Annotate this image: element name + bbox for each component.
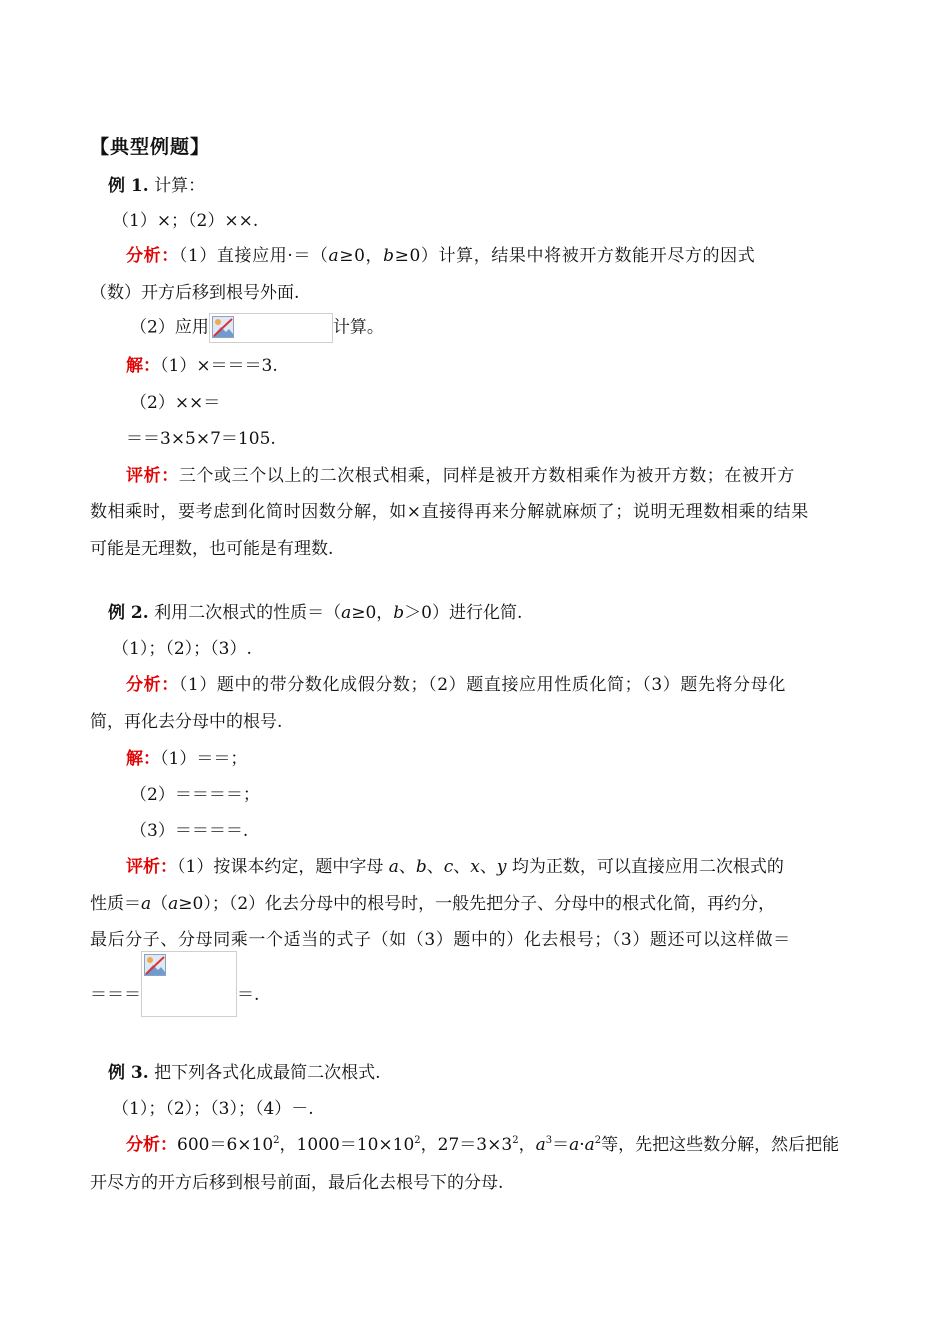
example-2-solution-line-1 xyxy=(126,748,247,770)
example-3-items: （1）；（2）；（3）；（4）－. xyxy=(112,1099,314,1119)
example-1-analysis-line-1 xyxy=(126,245,755,267)
analysis-text: （2）应用 xyxy=(130,317,209,338)
superscript: 2 xyxy=(594,1135,602,1146)
example-1-solution-line-3: ＝＝3×5×7＝105. xyxy=(126,429,276,449)
example-2-solution-line-3: （3）＝＝＝＝. xyxy=(130,821,249,841)
variable-a: a xyxy=(328,246,340,266)
example-2-label: 例 2. xyxy=(108,603,149,623)
comment-text: 三个或三个以上的二次根式相乘，同样是被开方数相乘作为被开方数；在被开方 xyxy=(178,466,795,486)
comment-label: 评析： xyxy=(126,466,179,486)
example-3-analysis-line-1 xyxy=(126,1134,839,1156)
solution-label: 解： xyxy=(126,749,160,769)
missing-formula-image xyxy=(209,313,333,343)
example-2-comment-line-3: 最后分子、分母同乘一个适当的式子（如（3）题中的）化去根号；（3）题还可以这样做＝ xyxy=(90,930,791,950)
example-1-solution-line-2: （2）××＝ xyxy=(130,393,221,413)
solution-text: （1）＝＝； xyxy=(160,749,248,769)
variable-x: x xyxy=(470,857,480,877)
analysis-text: （1）题中的带分数化成假分数；（2）题直接应用性质化简；（3）题先将分母化 xyxy=(178,675,786,695)
example-2-comment-line-2 xyxy=(90,893,775,915)
example-2-solution-line-2: （2）＝＝＝＝； xyxy=(130,785,260,805)
analysis-text: · xyxy=(579,1135,585,1155)
example-2-analysis-line-2: 简，再化去分母中的根号. xyxy=(90,712,283,732)
broken-image-icon xyxy=(144,954,166,976)
example-3-prompt: 把下列各式化成最简二次根式. xyxy=(154,1063,381,1083)
superscript: 2 xyxy=(414,1135,421,1146)
superscript: 2 xyxy=(512,1135,519,1146)
example-1-prompt: 计算： xyxy=(154,176,206,196)
comment-text: 性质＝ xyxy=(90,894,141,914)
analysis-text: ， xyxy=(518,1135,536,1155)
comment-text: （ xyxy=(151,894,169,914)
example-1-title xyxy=(108,175,205,197)
example-3-label: 例 3. xyxy=(108,1063,149,1083)
example-2-analysis-line-1 xyxy=(126,674,786,696)
superscript: 2 xyxy=(273,1135,280,1146)
comment-label: 评析： xyxy=(126,857,177,877)
example-1-comment-line-3: 可能是无理数，也可能是有理数. xyxy=(90,539,334,559)
analysis-text: ≥0）计算，结果中将被开方数能开尽方的因式 xyxy=(394,246,756,266)
example-1-comment-line-1 xyxy=(126,465,795,487)
analysis-text: 计算。 xyxy=(332,317,384,338)
variable-b: b xyxy=(383,246,395,266)
comment-text: ＝. xyxy=(237,984,260,1005)
analysis-text: ，27＝3×3 xyxy=(420,1135,513,1155)
solution-label: 解： xyxy=(126,356,160,376)
example-2-prompt: 利用二次根式的性质＝（ xyxy=(154,603,342,623)
analysis-text: 600＝6×10 xyxy=(177,1135,274,1155)
missing-formula-image xyxy=(141,951,237,1017)
variable-b: b xyxy=(393,603,405,623)
solution-text: （1）×＝＝＝3. xyxy=(160,356,278,376)
example-1-analysis-line-2: （数）开方后移到根号外面. xyxy=(90,283,300,303)
comment-text: ≥0）；（2）化去分母中的根号时，一般先把分子、分母中的根式化简，再约分， xyxy=(178,894,776,914)
broken-image-icon xyxy=(212,316,234,338)
analysis-text: （1）直接应用·＝（ xyxy=(178,246,329,266)
example-1-analysis-line-3 xyxy=(130,313,384,343)
variable-a: a xyxy=(141,894,152,914)
comment-text: 、 xyxy=(398,857,416,877)
variable-c: c xyxy=(443,857,454,877)
analysis-text: 等，先把这些数分解，然后把能 xyxy=(601,1135,840,1155)
variable-a: a xyxy=(584,1135,595,1155)
section-heading: 【典型例题】 xyxy=(90,136,211,158)
example-2-comment-line-1 xyxy=(126,856,784,878)
comment-text: 、 xyxy=(479,857,497,877)
comment-text: ＝＝＝ xyxy=(90,984,141,1005)
analysis-text: ＝ xyxy=(552,1135,570,1155)
variable-b: b xyxy=(415,857,427,877)
analysis-text: ≥0， xyxy=(339,246,384,266)
example-3-analysis-line-2: 开尽方的开方后移到根号前面，最后化去根号下的分母. xyxy=(90,1173,504,1193)
variable-a: a xyxy=(535,1135,546,1155)
comment-text: 、 xyxy=(426,857,444,877)
analysis-label: 分析： xyxy=(126,1135,177,1155)
variable-a: a xyxy=(168,894,179,914)
example-1-comment-line-2: 数相乘时，要考虑到化简时因数分解，如×直接得再来分解就麻烦了；说明无理数相乘的结果 xyxy=(90,502,809,522)
comment-text: （1）按课本约定，题中字母 xyxy=(177,857,389,877)
example-1-solution-line-1 xyxy=(126,355,278,377)
analysis-label: 分析： xyxy=(126,246,179,266)
comment-text: 均为正数，可以直接应用二次根式的 xyxy=(506,857,784,877)
variable-y: y xyxy=(496,857,507,877)
example-2-prompt: ≥0， xyxy=(351,603,394,623)
example-1-items: （1）×；（2）××. xyxy=(112,211,259,231)
comment-text: 、 xyxy=(453,857,471,877)
example-2-items: （1）；（2）；（3）. xyxy=(112,639,252,659)
analysis-text: ，1000＝10×10 xyxy=(279,1135,415,1155)
variable-a: a xyxy=(341,603,352,623)
analysis-label: 分析： xyxy=(126,675,179,695)
example-1-label: 例 1. xyxy=(108,176,149,196)
example-3-title xyxy=(108,1062,380,1084)
example-2-prompt: ＞0）进行化简. xyxy=(404,603,523,623)
variable-a: a xyxy=(388,857,399,877)
variable-a: a xyxy=(569,1135,580,1155)
superscript: 3 xyxy=(545,1135,553,1146)
example-2-comment-line-4 xyxy=(90,951,259,1018)
example-2-title xyxy=(108,602,522,624)
